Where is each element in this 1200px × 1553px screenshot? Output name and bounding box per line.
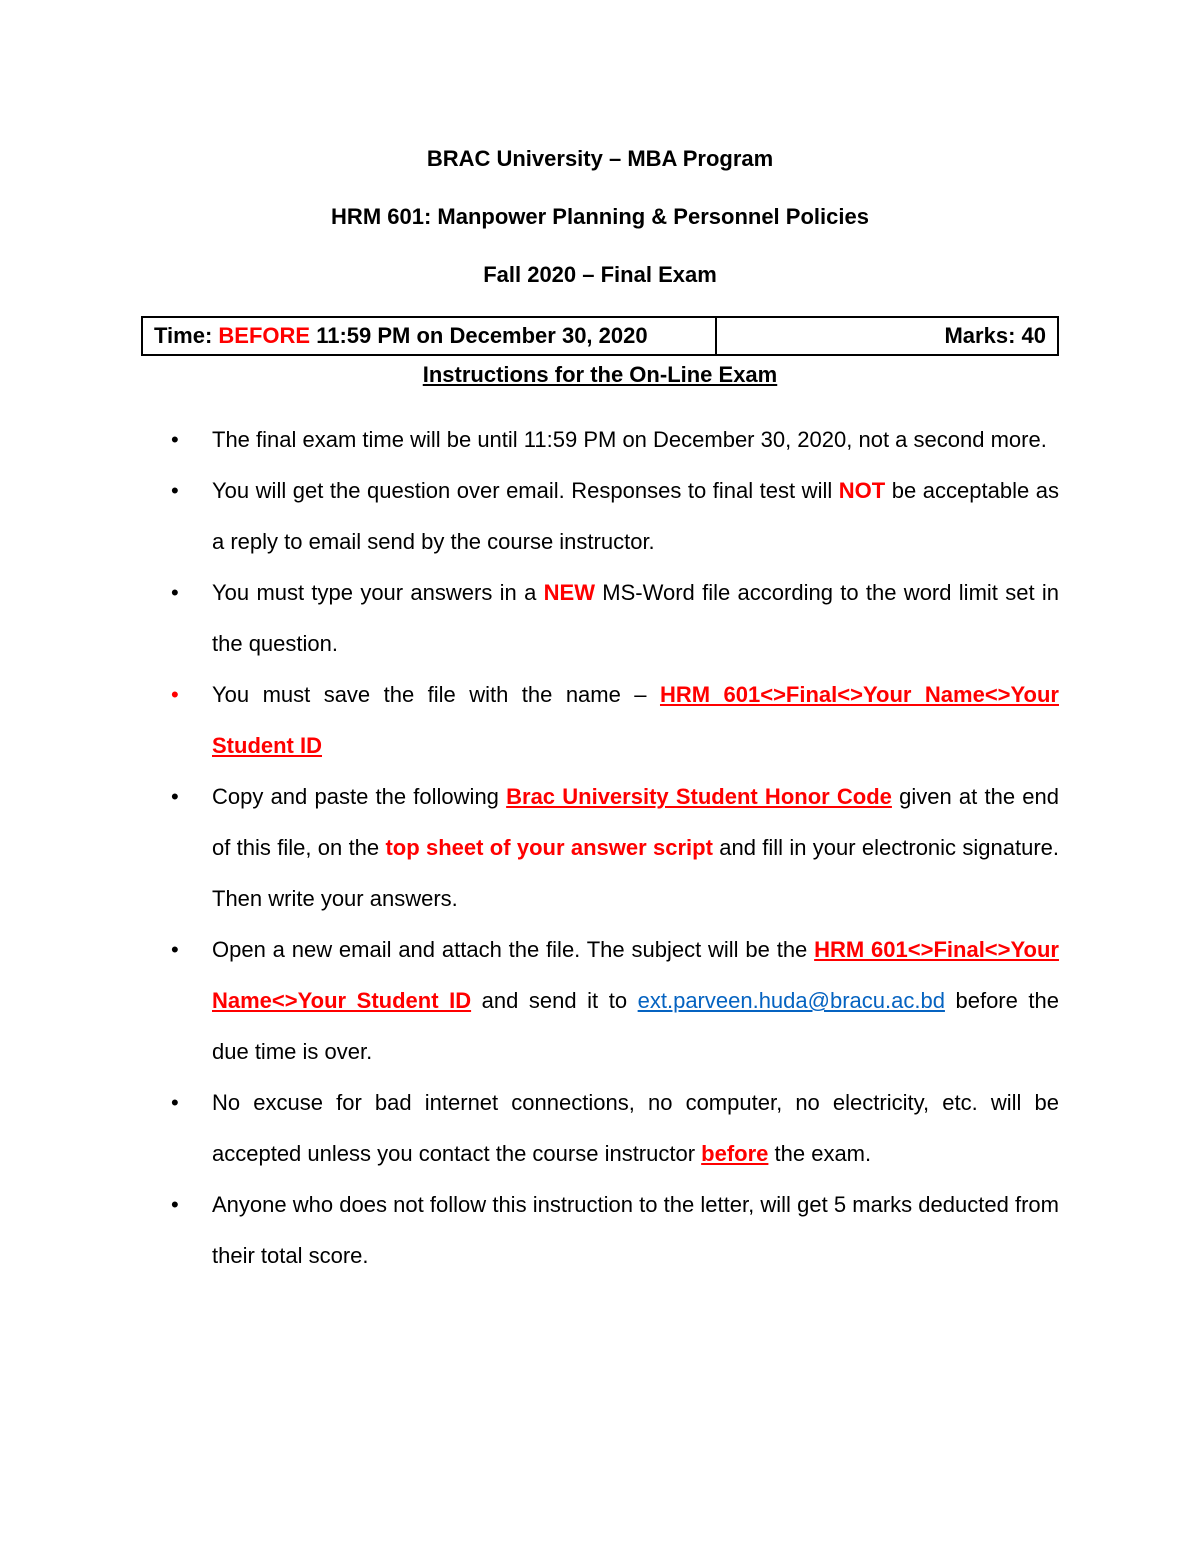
instruction-text: and fill in your electronic signature. Then write your answers. — [212, 835, 1059, 911]
bullet-icon: • — [171, 1090, 179, 1115]
exam-info-table — [141, 316, 1059, 356]
instructions-title: Instructions for the On-Line Exam — [422, 362, 778, 387]
instructor-email-link[interactable]: ext.parveen.huda@bracu.ac.bd — [637, 988, 945, 1013]
course-heading: HRM 601: Manpower Planning & Personnel Policies — [331, 204, 869, 229]
bullet-icon: • — [171, 784, 179, 809]
instruction-item — [171, 1077, 1059, 1179]
emphasis-text: NEW — [543, 580, 595, 605]
emphasis-text: top sheet of your answer script — [385, 835, 713, 860]
exam-time-cell — [143, 318, 717, 354]
instruction-text: You must type your answers in a — [212, 580, 544, 605]
bullet-icon: • — [171, 580, 179, 605]
instruction-item — [171, 414, 1059, 465]
emphasis-text: NOT — [838, 478, 886, 503]
emphasis-text: before — [701, 1141, 769, 1166]
instruction-item — [171, 465, 1059, 567]
time-deadline: 11:59 PM on December 30, 2020 — [310, 323, 648, 348]
exam-heading: Fall 2020 – Final Exam — [483, 262, 717, 287]
instruction-text: Open a new email and attach the file. The subject will be the — [212, 937, 815, 962]
instruction-item — [171, 1179, 1059, 1281]
instruction-text: The final exam time will be until 11:59 PM on December 30, 2020, not a second more. — [212, 427, 1047, 452]
bullet-icon: • — [171, 478, 179, 503]
instruction-item — [171, 669, 1059, 771]
instruction-text: and send it to — [471, 988, 638, 1013]
instructions-list — [171, 414, 1060, 1281]
honor-code-text: Brac University Student Honor Code — [506, 784, 892, 809]
instruction-text: You must save the file with the name – — [212, 682, 660, 707]
instruction-text: the exam. — [768, 1141, 872, 1166]
instruction-text: MS-Word file according to the word limit set in the question. — [212, 580, 1059, 656]
instruction-text: be acceptable as a reply to email send by the course instructor. — [212, 478, 1059, 554]
time-emphasis: BEFORE — [218, 323, 311, 348]
bullet-icon: • — [171, 1192, 179, 1217]
instruction-item — [171, 567, 1059, 669]
exam-marks-cell: Marks: 40 — [944, 323, 1046, 348]
instruction-text: You will get the question over email. Responses to final test will — [212, 478, 839, 503]
bullet-icon: • — [171, 682, 179, 707]
university-heading: BRAC University – MBA Program — [426, 146, 774, 171]
instruction-text: given at the end of this file, on the — [212, 784, 1059, 860]
instruction-item — [171, 771, 1059, 924]
bullet-icon: • — [171, 427, 179, 452]
time-label: Time: — [154, 323, 219, 348]
instruction-text: No excuse for bad internet connections, no computer, no electricity, etc. will be accepted unless you contact the course instructor — [212, 1090, 1059, 1166]
instruction-text: Anyone who does not follow this instruction to the letter, will get 5 marks deducted from their total score. — [212, 1192, 1059, 1268]
filename-format-text: HRM 601<>Final<>Your Name<>Your Student ID — [212, 682, 1059, 758]
instruction-item — [171, 924, 1060, 1077]
bullet-icon: • — [171, 937, 179, 962]
instruction-text: Copy and paste the following — [212, 784, 507, 809]
subject-format-text: HRM 601<>Final<>Your Name<>Your Student ID — [212, 937, 1059, 1013]
instruction-text: before the due time is over. — [212, 988, 1060, 1064]
